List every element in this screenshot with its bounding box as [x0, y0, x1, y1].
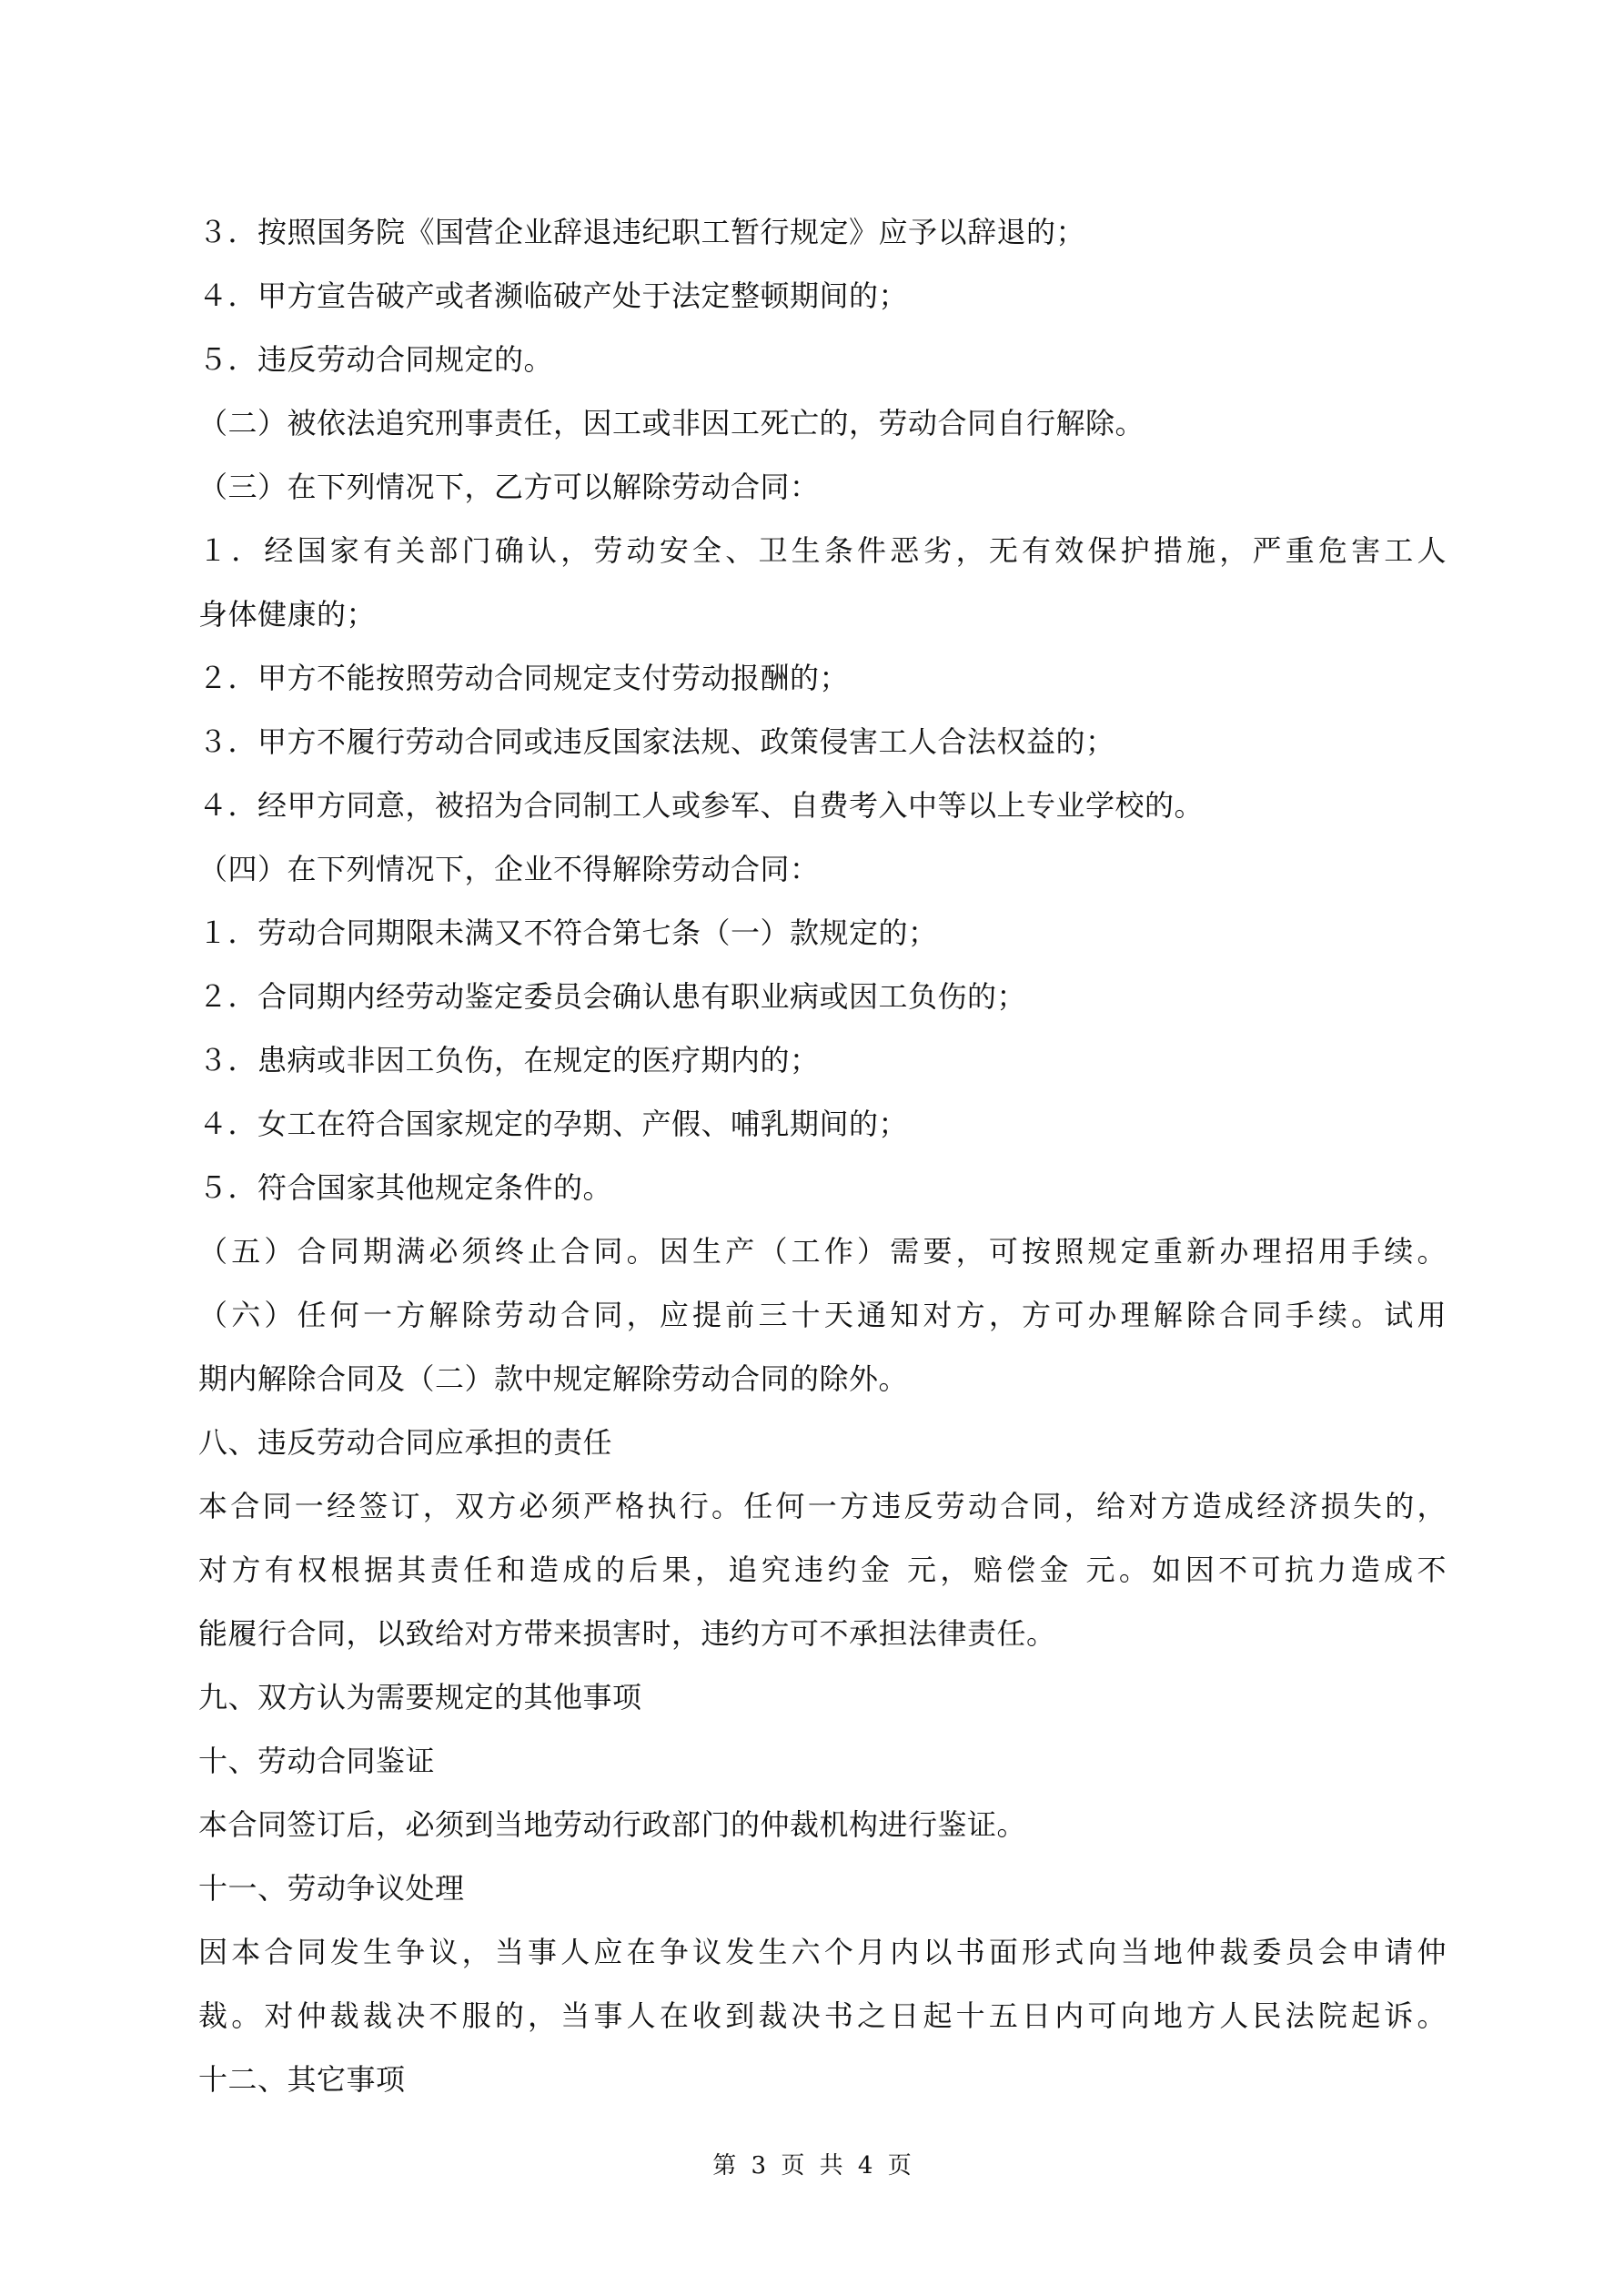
text-line: 期内解除合同及（二）款中规定解除劳动合同的除外。 — [198, 1361, 909, 1396]
text-line: （二）被依法追究刑事责任，因工或非因工死亡的，劳动合同自行解除。 — [198, 406, 1145, 440]
text-line: 能履行合同，以致给对方带来损害时，违约方可不承担法律责任。 — [198, 1616, 1056, 1651]
text-line: ４．甲方宣告破产或者濒临破产处于法定整顿期间的； — [198, 278, 909, 313]
section-heading: 九、双方认为需要规定的其他事项 — [198, 1680, 642, 1714]
section-heading: 八、违反劳动合同应承担的责任 — [198, 1425, 613, 1460]
document-body — [198, 200, 1447, 2111]
text-line: ２．甲方不能按照劳动合同规定支付劳动报酬的； — [198, 661, 850, 695]
section-heading: 十二、其它事项 — [198, 2062, 406, 2097]
text-line: ５．符合国家其他规定条件的。 — [198, 1170, 613, 1205]
text-line: ３．患病或非因工负伤，在规定的医疗期内的； — [198, 1043, 820, 1077]
text-line: ４．女工在符合国家规定的孕期、产假、哺乳期间的； — [198, 1107, 909, 1141]
text-line: １．经国家有关部门确认，劳动安全、卫生条件恶劣，无有效保护措施，严重危害工人 — [198, 533, 1447, 568]
section-heading: 十、劳动合同鉴证 — [198, 1744, 436, 1778]
text-line: 因本合同发生争议，当事人应在争议发生六个月内以书面形式向当地仲裁委员会申请仲 — [198, 1935, 1447, 1969]
text-line: ３．甲方不履行劳动合同或违反国家法规、政策侵害工人合法权益的； — [198, 724, 1115, 759]
text-line: 裁。对仲裁裁决不服的，当事人在收到裁决书之日起十五日内可向地方人民法院起诉。 — [198, 1998, 1447, 2033]
text-line: １．劳动合同期限未满又不符合第七条（一）款规定的； — [198, 915, 938, 950]
text-line: ４．经甲方同意，被招为合同制工人或参军、自费考入中等以上专业学校的。 — [198, 788, 1205, 823]
text-line: （五）合同期满必须终止合同。因生产（工作）需要，可按照规定重新办理招用手续。 — [198, 1234, 1447, 1269]
text-line: 对方有权根据其责任和造成的后果，追究违约金 元，赔偿金 元。如因不可抗力造成不 — [198, 1553, 1447, 1587]
text-line: ５．违反劳动合同规定的。 — [198, 342, 554, 377]
text-line: ２．合同期内经劳动鉴定委员会确认患有职业病或因工负伤的； — [198, 979, 1027, 1014]
text-line: （四）在下列情况下，企业不得解除劳动合同： — [198, 852, 820, 886]
page-number-footer: 第 3 页 共 4 页 — [712, 2152, 912, 2180]
text-line: 本合同签订后，必须到当地劳动行政部门的仲裁机构进行鉴证。 — [198, 1807, 1027, 1842]
text-line: 本合同一经签订，双方必须严格执行。任何一方违反劳动合同，给对方造成经济损失的， — [198, 1489, 1447, 1523]
text-line: 身体健康的； — [198, 597, 377, 632]
text-line: （六）任何一方解除劳动合同，应提前三十天通知对方，方可办理解除合同手续。试用 — [198, 1298, 1447, 1332]
text-line: ３．按照国务院《国营企业辞退违纪职工暂行规定》应予以辞退的； — [198, 215, 1086, 249]
text-line: （三）在下列情况下，乙方可以解除劳动合同： — [198, 470, 820, 504]
section-heading: 十一、劳动争议处理 — [198, 1871, 465, 1906]
